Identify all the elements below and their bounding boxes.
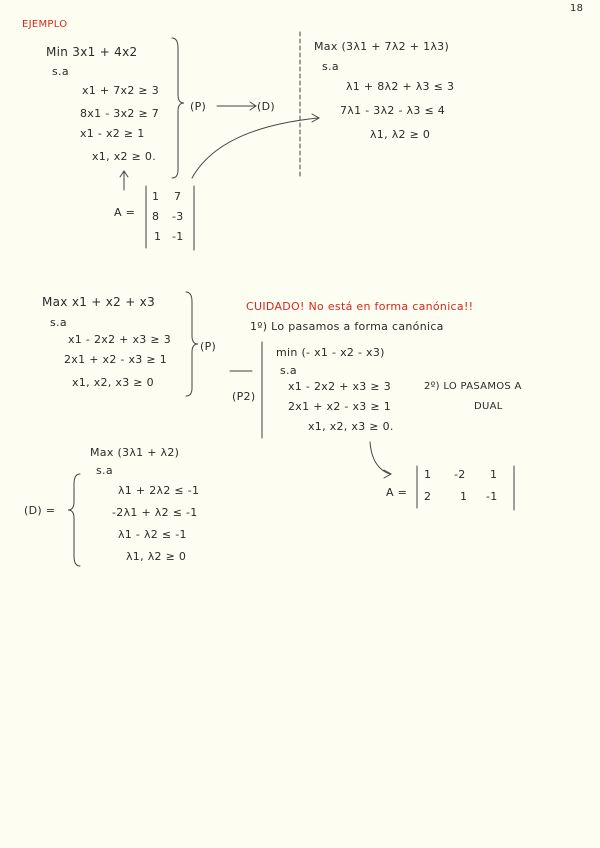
brace-p1 — [172, 38, 184, 178]
ex1-label-p: (P) — [190, 100, 207, 113]
ex1-nonneg: x1, x2 ≥ 0. — [92, 150, 157, 163]
ex1-constraint-3: x1 - x2 ≥ 1 — [80, 127, 145, 140]
ex2-dual-constraint-3: λ1 - λ2 ≤ -1 — [118, 528, 187, 541]
matrix1-cell: 7 — [174, 190, 182, 203]
ex1-label-d: (D) — [257, 100, 275, 113]
ex2-canonical-constraint-1: x1 - 2x2 + x3 ≥ 3 — [288, 380, 392, 393]
ex2-canonical-nonneg: x1, x2, x3 ≥ 0. — [308, 420, 394, 433]
ex1-constraint-1: x1 + 7x2 ≥ 3 — [82, 84, 160, 97]
ex2-dual-st: s.a — [96, 464, 113, 477]
ex2-dual-objective: Max (3λ1 + λ2) — [90, 446, 180, 459]
ex2-objective: Max x1 + x2 + x3 — [42, 295, 155, 309]
ex1-objective: Min 3x1 + 4x2 — [46, 45, 138, 59]
ex1-constraint-2: 8x1 - 3x2 ≥ 7 — [80, 107, 160, 120]
ex2-label-p: (P) — [200, 340, 217, 353]
hook-arrow — [370, 442, 390, 474]
ex2-label-d: (D) = — [24, 504, 56, 517]
matrix2-cell: 1 — [490, 468, 498, 481]
ex1-dual-st: s.a — [322, 60, 339, 73]
brace-d2 — [68, 474, 80, 566]
ex1-dual-objective: Max (3λ1 + 7λ2 + 1λ3) — [314, 40, 450, 53]
ex1-dual-constraint-2: 7λ1 - 3λ2 - λ3 ≤ 4 — [340, 104, 446, 117]
ex2-matrix-label: A = — [386, 486, 408, 499]
ex2-st: s.a — [50, 316, 67, 329]
ex1-st: s.a — [52, 65, 69, 78]
ex2-dual-constraint-1: λ1 + 2λ2 ≤ -1 — [118, 484, 200, 497]
ex2-step1: 1º) Lo pasamos a forma canónica — [250, 320, 444, 333]
ex2-constraint-1: x1 - 2x2 + x3 ≥ 3 — [68, 333, 172, 346]
ex2-canonical-objective: min (- x1 - x2 - x3) — [276, 346, 385, 359]
matrix2-cell: -1 — [486, 490, 498, 503]
ex2-step2-line2: DUAL — [474, 401, 503, 412]
matrix2-cell: 1 — [460, 490, 468, 503]
ex2-constraint-2: 2x1 + x2 - x3 ≥ 1 — [64, 353, 168, 366]
ex2-step2-line1: 2º) LO PASAMOS A — [424, 381, 522, 392]
heading: EJEMPLO — [22, 19, 68, 30]
matrix1-cell: 1 — [152, 190, 160, 203]
ex2-nonneg: x1, x2, x3 ≥ 0 — [72, 376, 154, 389]
matrix2-cell: 1 — [424, 468, 432, 481]
ex2-canonical-constraint-2: 2x1 + x2 - x3 ≥ 1 — [288, 400, 392, 413]
matrix1-cell: 1 — [154, 230, 162, 243]
matrix1-cell: 8 — [152, 210, 160, 223]
matrix1-cell: -1 — [172, 230, 184, 243]
ex2-warning: CUIDADO! No está en forma canónica!! — [246, 300, 474, 313]
ex2-dual-nonneg: λ1, λ2 ≥ 0 — [126, 550, 187, 563]
page-number: 18 — [570, 3, 584, 14]
ex1-dual-nonneg: λ1, λ2 ≥ 0 — [370, 128, 431, 141]
ex2-canonical-st: s.a — [280, 364, 297, 377]
matrix1-cell: -3 — [172, 210, 184, 223]
ex2-label-p2: (P2) — [232, 390, 256, 403]
ex1-matrix-label: A = — [114, 206, 136, 219]
curved-arrow — [192, 118, 318, 178]
matrix2-cell: 2 — [424, 490, 432, 503]
matrix2-cell: -2 — [454, 468, 466, 481]
ex2-dual-constraint-2: -2λ1 + λ2 ≤ -1 — [112, 506, 198, 519]
ex1-dual-constraint-1: λ1 + 8λ2 + λ3 ≤ 3 — [346, 80, 455, 93]
brace-p2 — [186, 292, 198, 396]
